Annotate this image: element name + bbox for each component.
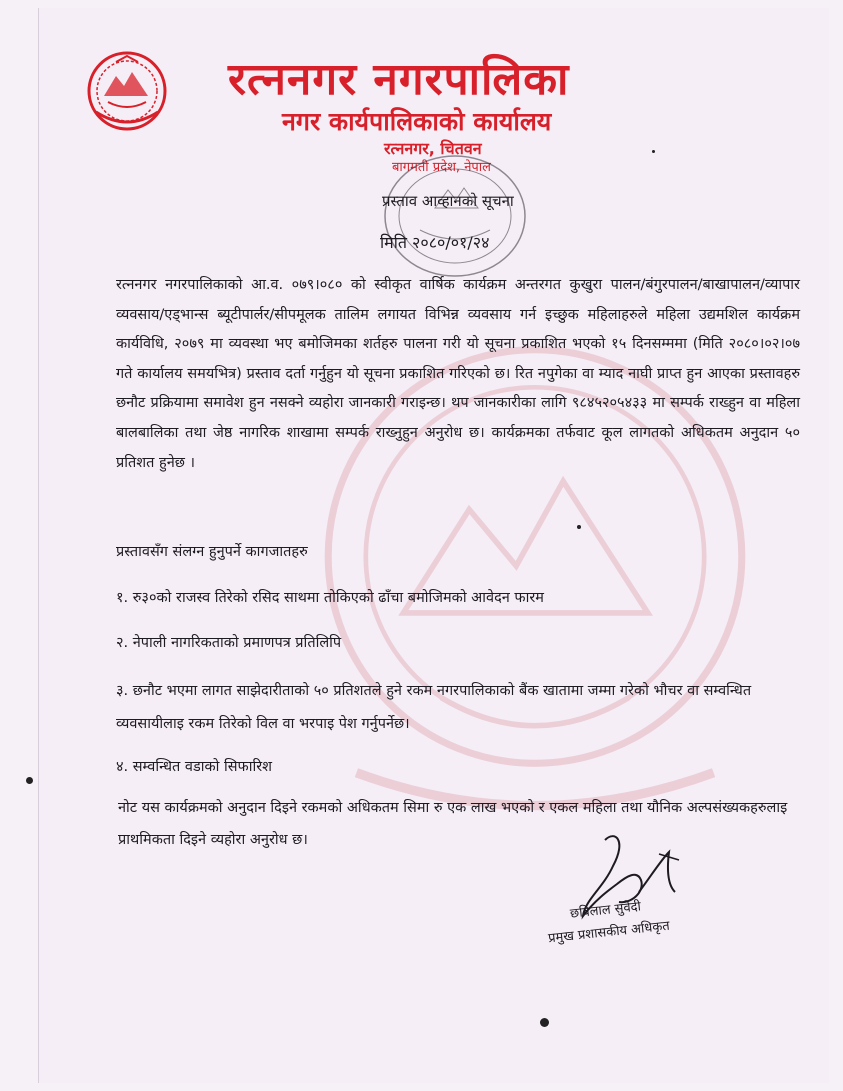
notice-date: मिति २०८०/०१/२४ (380, 233, 490, 252)
office-name: नगर कार्यपालिकाको कार्यालय (282, 107, 552, 136)
signatory-name: छविलाल सुवेदी (569, 899, 642, 922)
scan-speck (577, 525, 581, 529)
scan-speck (540, 1018, 549, 1027)
notice-body: रत्ननगर नगरपालिकाको आ.व. ०७९।०८० को स्वीकृत वार्षिक कार्यक्रम अन्तरगत कुखुरा पालन/बंगुरपालन/बाखापालन/व्यापार व्यवसाय/एड्भान्स ब्यूटीपार्लर/सीपमूलक तालिम लगायत विभिन्न व्यवसाय गर्न इच्छुक महिलाहरुले महिला उद्यमशिल कार्यक्रम कार्यविधि, २०७९ मा व्यवस्था भए बमोजिमका शर्तहरु पालना गरी यो सूचना प्रकाशित भएको १५ दिनसम्ममा (मिति २०८०।०२।०७ गते कार्यालय समयभित्र) प्रस्ताव दर्ता गर्नुहुन यो सूचना प्रकाशित गरिएको छ। रित नपुगेका वा म्याद नाघी प्राप्त हुन आएका प्रस्तावहरु छनौट प्रक्रियामा समावेश हुन नसक्ने व्यहोरा जानकारी गराइन्छ। थप जानकारीका लागि ९८४५२०५४३३ मा सम्पर्क राख्हुन वा महिला बालबालिका तथा जेष्ठ नागरिक शाखामा सम्पर्क राख्नुहुन अनुरोध छ। कार्यक्रमका तर्फवाट कूल लागतको अधिकतम अनुदान ५० प्रतिशत हुनेछ । (116, 277, 800, 471)
doc-item: १. रु३०को राजस्व तिरेको रसिद साथमा तोकिएको ढाँचा बमोजिमको आवेदन फारम (116, 590, 544, 606)
office-seal-icon (380, 150, 530, 285)
municipality-name: रत्ननगर नगरपालिका (228, 54, 570, 105)
office-place: रत्ननगर, चितवन (384, 139, 482, 158)
scan-speck (652, 150, 655, 153)
docs-heading: प्रस्तावसँग संलग्न हुनुपर्ने कागजातहरु (116, 544, 308, 560)
notice-subject: प्रस्ताव आव्हानको सूचना (382, 192, 514, 210)
doc-item: ३. छनौट भएमा लागत साझेदारीताको ५० प्रतिशतले हुने रकम नगरपालिकाको बैंक खातामा जम्मा गरेको भौचर वा सम्वन्धित व्यवसायीलाइ रकम तिरेको विल वा भरपाइ पेश गर्नुपर्नेछ। (116, 683, 752, 732)
signatory-title: प्रमुख प्रशासकीय अधिकृत (547, 918, 671, 947)
scan-speck (26, 777, 33, 784)
doc-item: ४. सम्वन्धित वडाको सिफारिश (116, 759, 273, 775)
doc-item: २. नेपाली नागरिकताको प्रमाणपत्र प्रतिलिपि (116, 635, 342, 651)
office-province: बागमती प्रदेश, नेपाल (392, 160, 491, 175)
government-emblem-icon (86, 50, 168, 132)
notice-note: नोट यस कार्यक्रमको अनुदान दिइने रकमको अधिकतम सिमा रु एक लाख भएको र एकल महिला तथा यौनिक अल्पसंख्यकहरुलाइ प्राथमिकता दिइने व्यहोरा अनुरोध छ। (118, 800, 788, 848)
